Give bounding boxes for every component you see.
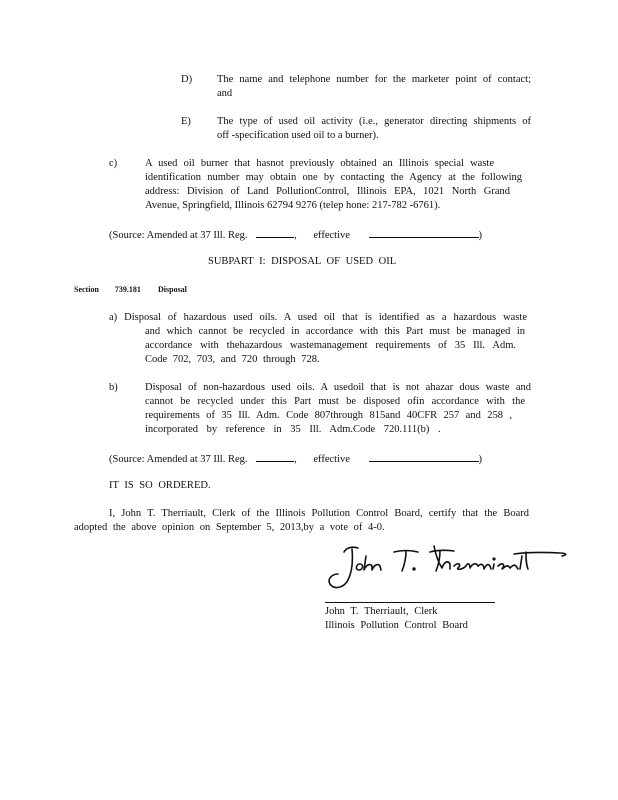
source-close: ) [478, 230, 483, 241]
item-d-label: D) [181, 74, 193, 85]
ordered-statement: IT IS SO ORDERED. [109, 480, 211, 491]
handwritten-signature [322, 538, 572, 594]
item-e-line1: The type of used oil activity (i.e., generator directing shipments of [217, 116, 531, 127]
effective-date-blank [369, 227, 479, 238]
register-blank [256, 227, 294, 238]
item-c-line2: identification number may obtain one by contacting the Agency at the following [145, 172, 522, 183]
item-c-line1: A used oil burner that hasnot previously obtained an Illinois special waste [145, 158, 494, 169]
item-a-line1-rest: A used oil that is identified as a hazardous waste [283, 312, 527, 323]
effective-date-blank [369, 451, 479, 462]
item-b-line2: cannot be recycled under this Part must be disposed ofin accordance with the [145, 396, 525, 407]
item-d-line1: The name and telephone number for the marketer point of contact; [217, 74, 531, 85]
item-d-line2: and [217, 88, 233, 99]
signer-organization: Illinois Pollution Control Board [325, 620, 468, 631]
item-e-line2: off -specification used oil to a burner). [217, 130, 379, 141]
signer-name: John T. Therriault, Clerk [325, 606, 438, 617]
item-c-label: c) [109, 158, 118, 169]
item-c-line3: address: Division of Land PollutionControl, Illinois EPA, 1021 North Grand [145, 186, 510, 197]
item-c-line4: Avenue, Springfield, Illinois 62794 9276 (telep hone: 217-782 -6761). [145, 200, 441, 211]
item-b-label: b) [109, 382, 118, 393]
item-a-line1 [109, 311, 527, 325]
section-number: Section 739.181 [74, 285, 141, 294]
certification-line2: adopted the above opinion on September 5, 2013,by a vote of 4-0. [74, 522, 385, 533]
source-text: (Source: Amended at 37 Ill. Reg. [109, 454, 248, 465]
source-note-1: (Source: Amended at 37 Ill. Reg. , effective ) [109, 227, 489, 243]
section-title: Disposal [158, 285, 187, 294]
item-a-label: a) Disposal of hazardous used oils. [109, 312, 278, 323]
effective-label: effective [313, 230, 350, 241]
item-e-label: E) [181, 116, 191, 127]
register-blank [256, 451, 294, 462]
signature-line [325, 602, 495, 603]
effective-label: effective [313, 454, 350, 465]
certification-line1: I, John T. Therriault, Clerk of the Illinois Pollution Control Board, certify that the Board [109, 508, 529, 519]
item-a-line2: and which cannot be recycled in accordance with this Part must be managed in [145, 326, 525, 337]
item-b-line1: Disposal of non-hazardous used oils. A usedoil that is not ahazar dous waste and [145, 382, 531, 393]
source-text: (Source: Amended at 37 Ill. Reg. [109, 230, 248, 241]
source-close: ) [478, 454, 483, 465]
item-b-line4: incorporated by reference in 35 Ill. Adm.Code 720.111(b) . [145, 424, 441, 435]
source-note-2: (Source: Amended at 37 Ill. Reg. , effective ) [109, 451, 489, 467]
item-b-line3: requirements of 35 Ill. Adm. Code 807through 815and 40CFR 257 and 258 , [145, 410, 512, 421]
item-a-line4: Code 702, 703, and 720 through 728. [145, 354, 320, 365]
subpart-title: SUBPART I: DISPOSAL OF USED OIL [208, 256, 397, 267]
item-a-line3: accordance with thehazardous wastemanagement requirements of 35 Ill. Adm. [145, 340, 516, 351]
